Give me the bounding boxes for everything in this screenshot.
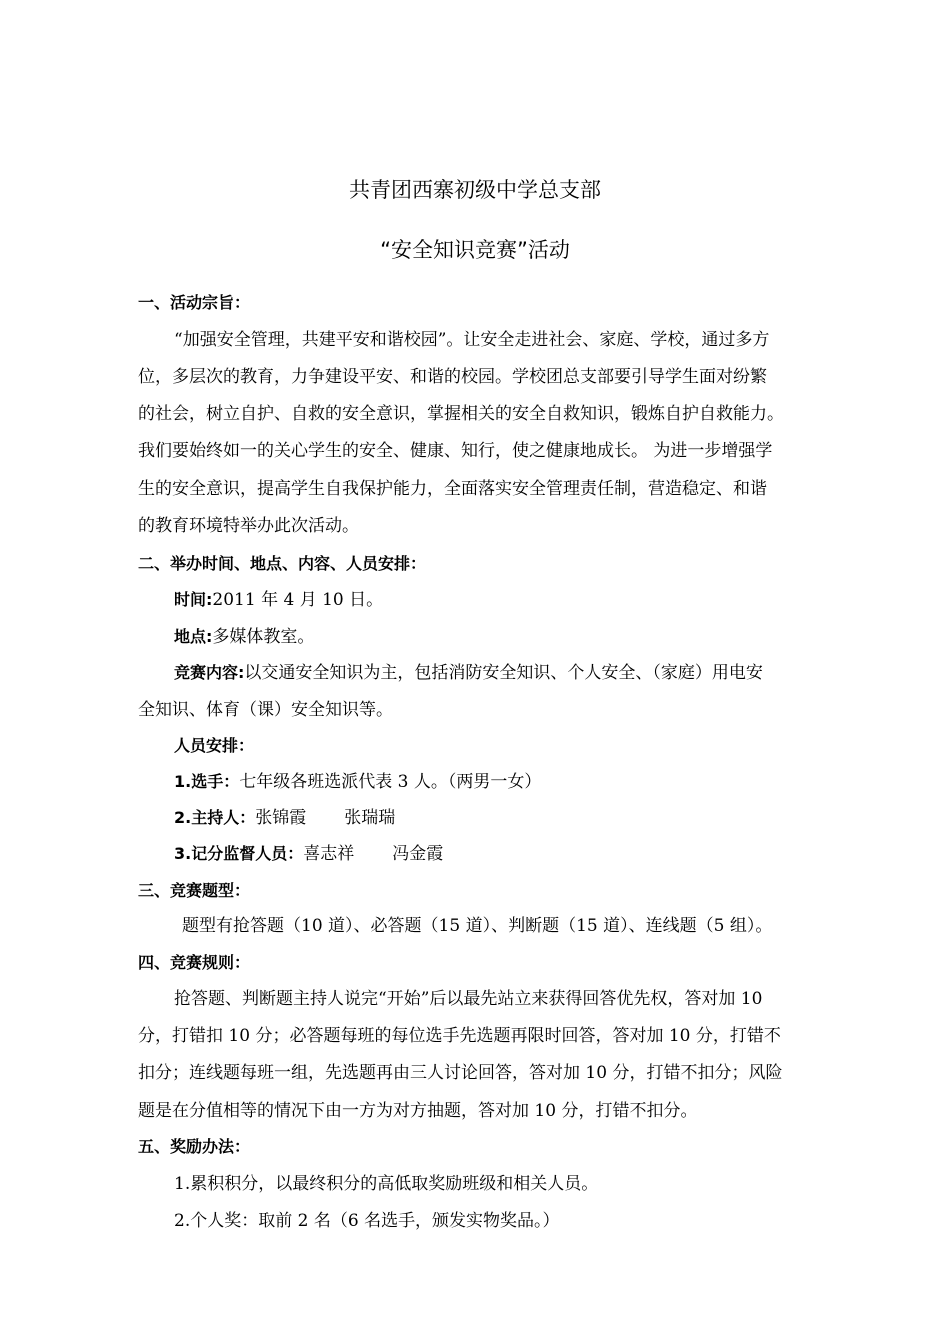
players-value: 七年级各班选派代表 3 人。（两男一女） — [239, 772, 542, 792]
host-name: 张锦霞 — [255, 808, 307, 828]
time-row — [174, 587, 878, 613]
reward-item: 1.累积积分，以最终积分的高低取奖励班级和相关人员。 — [174, 1174, 599, 1194]
place-value: 多媒体教室。 — [212, 627, 315, 647]
content-value: 以交通安全知识为主，包括消防安全知识、个人安全、（家庭）用电安 — [244, 663, 763, 683]
hosts-label: 2.主持人： — [174, 808, 256, 827]
rules-paragraph-line: 抢答题、判断题主持人说完“开始”后以最先站立来获得回答优先权，答对加 10 — [174, 989, 763, 1009]
purpose-paragraph-line: 生的安全意识，提高学生自我保护能力，全面落实安全管理责任制，营造稳定、和谐 — [138, 479, 767, 499]
place-row — [174, 624, 878, 650]
reward-item: 2.个人奖：取前 2 名（6 名选手，颁发实物奖品。） — [174, 1211, 560, 1231]
question-types-text: 题型有抢答题（10 道）、必答题（15 道）、判断题（15 道）、连线题（5 组）。 — [182, 916, 773, 936]
host-name: 张瑞瑞 — [344, 808, 396, 828]
section-heading-purpose: 一、活动宗旨： — [138, 293, 251, 312]
purpose-paragraph-line: 的社会，树立自护、自救的安全意识，掌握相关的安全自救知识，锻炼自护自救能力。 — [138, 404, 784, 424]
place-label: 地点: — [174, 627, 213, 646]
content-value-continued: 全知识、体育（课）安全知识等。 — [138, 700, 393, 720]
scorers-label: 3.记分监督人员： — [174, 844, 304, 863]
time-value: 2011 年 4 月 10 日。 — [212, 590, 384, 610]
time-label: 时间: — [174, 590, 213, 609]
document-title: 共青团西寨初级中学总支部 — [349, 178, 601, 202]
rules-paragraph-line: 题是在分值相等的情况下由一方为对方抽题，答对加 10 分，打错不扣分。 — [138, 1101, 698, 1121]
scorer-name: 冯金霞 — [392, 844, 444, 864]
purpose-paragraph-line: 我们要始终如一的关心学生的安全、健康、知行，使之健康地成长。 为进一步增强学 — [138, 441, 773, 461]
section-heading-question-types: 三、竞赛题型： — [138, 881, 251, 900]
scorer-name: 喜志祥 — [303, 844, 355, 864]
content-label: 竞赛内容: — [174, 663, 245, 682]
section-heading-rewards: 五、奖励办法： — [138, 1137, 251, 1156]
players-label: 1.选手： — [174, 772, 240, 791]
players-row — [174, 769, 878, 795]
purpose-paragraph-line: 位，多层次的教育，力争建设平安、和谐的校园。学校团总支部要引导学生面对纷繁 — [138, 367, 767, 387]
scorers-row — [174, 841, 878, 867]
hosts-row — [174, 805, 878, 831]
document-subtitle: “安全知识竞赛”活动 — [380, 238, 570, 262]
content-row — [174, 660, 878, 686]
staff-label: 人员安排： — [174, 736, 255, 755]
rules-paragraph-line: 分，打错扣 10 分；必答题每班的每位选手先选题再限时回答，答对加 10 分，打错不 — [138, 1026, 781, 1046]
purpose-paragraph-line: “加强安全管理，共建平安和谐校园”。让安全走进社会、家庭、学校，通过多方 — [174, 330, 770, 350]
purpose-paragraph-line: 的教育环境特举办此次活动。 — [138, 516, 359, 536]
section-heading-arrangement: 二、举办时间、地点、内容、人员安排： — [138, 554, 427, 573]
section-heading-rules: 四、竞赛规则： — [138, 953, 251, 972]
rules-paragraph-line: 扣分；连线题每班一组，先选题再由三人讨论回答，答对加 10 分，打错不扣分；风险 — [138, 1063, 783, 1083]
